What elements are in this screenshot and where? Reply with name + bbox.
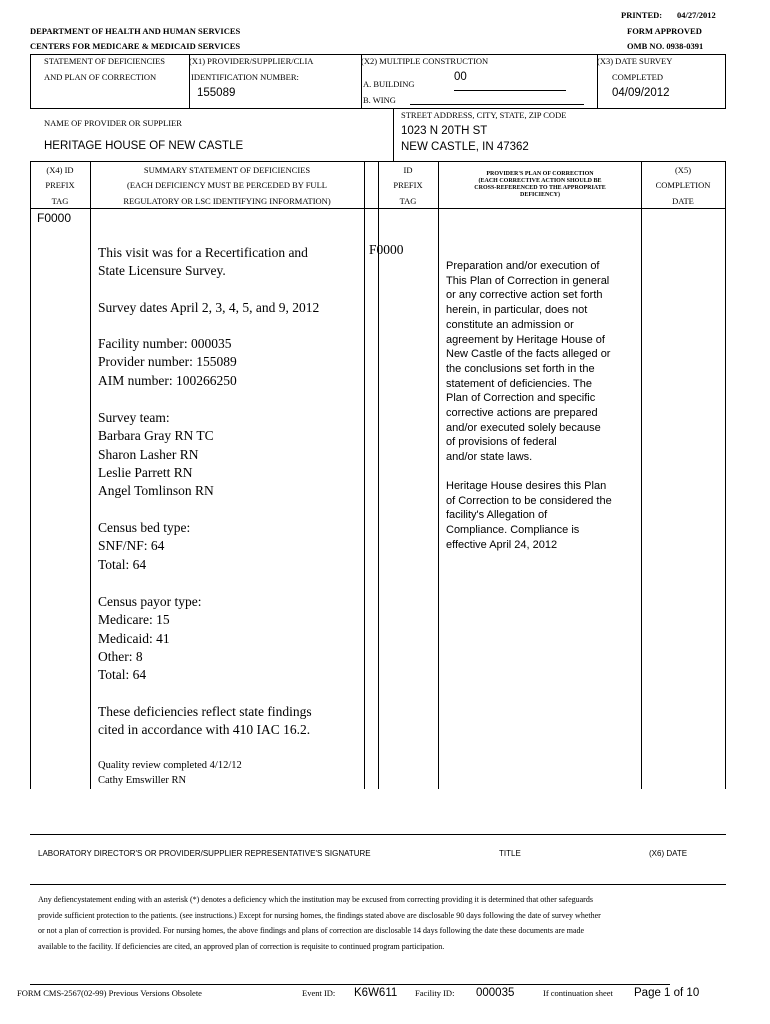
provider-id-value: 155089 [197, 87, 236, 99]
poc-header-3: CROSS-REFERENCED TO THE APPROPRIATE [474, 185, 606, 191]
facility-id-label: Facility ID: [415, 988, 455, 998]
summary-visit-purpose: This visit was for a Recertification and State Licensure Survey. [98, 245, 308, 279]
address-line-2: NEW CASTLE, IN 47362 [401, 141, 529, 153]
summary-quality-review: Quality review completed 4/12/12 Cathy Emswiller RN [98, 760, 242, 786]
x3-label-2: COMPLETED [612, 72, 663, 82]
table-right-border [725, 161, 726, 789]
x4-tag-label: TAG [51, 196, 69, 206]
signature-top-rule [30, 834, 726, 835]
summary-facility-numbers: Facility number: 000035 Provider number: 155089 AIM number: 100266250 [98, 336, 237, 388]
signature-bottom-rule [30, 884, 726, 885]
centers-name: CENTERS FOR MEDICARE & MEDICAID SERVICES [30, 41, 241, 51]
wing-label: B. WING [363, 95, 396, 105]
id-prefix-label: PREFIX [393, 180, 423, 190]
building-value: 00 [454, 71, 467, 83]
right-prefix-tag: F0000 [369, 242, 404, 257]
form-approved: FORM APPROVED [627, 26, 702, 36]
poc-header-1: PROVIDER'S PLAN OF CORRECTION [486, 171, 594, 177]
header-mid-rule [30, 108, 726, 109]
header-top-rule [30, 54, 726, 55]
building-underline [454, 90, 566, 91]
x1-label-2: IDENTIFICATION NUMBER: [191, 72, 299, 82]
facility-id-value: 000035 [476, 987, 515, 999]
address-divider [393, 108, 394, 161]
x4-prefix-label: PREFIX [45, 180, 75, 190]
x3-label-1: (X3) DATE SURVEY [597, 56, 673, 66]
event-id-value: K6W611 [354, 987, 398, 999]
poc-disclaimer-text: Preparation and/or execution of This Plan of Correction in general or any corrective action set forth herein, in particular, does not constitute an admission or agreement by Heritage House of New Castle of the facts alleged or the conclusions set forth in the statement of deficiencies. The Plan of Correction and specific corrective actions are prepared and/or executed solely because of provisions of federal and/or state laws. [446, 260, 611, 464]
x4-id-label: (X4) ID [46, 165, 74, 175]
form-number: FORM CMS-2567(02-99) Previous Versions Obsolete [17, 988, 202, 998]
poc-header-2: (EACH CORRECTIVE ACTION SHOULD BE [478, 178, 602, 184]
summary-census-payor-type: Census payor type: Medicare: 15 Medicaid: 41 Other: 8 Total: 64 [98, 594, 202, 683]
summary-header-2: (EACH DEFICIENCY MUST BE PERCEDED BY FULL [127, 180, 327, 190]
printed-date: 04/27/2012 [677, 10, 716, 20]
id-column-divider [438, 161, 439, 789]
summary-header-3: REGULATORY OR LSC IDENTIFYING INFORMATION) [123, 196, 331, 206]
provider-name-label: NAME OF PROVIDER OR SUPPLIER [44, 118, 182, 128]
statement-label-2: AND PLAN OF CORRECTION [44, 72, 157, 82]
completion-label: COMPLETION [655, 180, 711, 190]
x5-label: (X5) [674, 165, 692, 175]
statement-label-1: STATEMENT OF DEFICIENCIES [44, 56, 166, 66]
address-line-1: 1023 N 20TH ST [401, 125, 488, 137]
poc-allegation-text: Heritage House desires this Plan of Correction to be considered the facility's Allegation of Compliance. Compliance is effective April 24, 2012 [446, 480, 612, 551]
department-name: DEPARTMENT OF HEALTH AND HUMAN SERVICES [30, 26, 241, 36]
header-left-border [30, 54, 31, 108]
date-label: DATE [672, 196, 694, 206]
building-label: A. BUILDING [363, 79, 415, 89]
prefix-column-divider [90, 161, 91, 789]
summary-survey-dates: Survey dates April 2, 3, 4, 5, and 9, 2012 [98, 300, 320, 315]
footer-rule [30, 984, 670, 985]
summary-survey-team: Survey team: Barbara Gray RN TC Sharon Lasher RN Leslie Parrett RN Angel Tomlinson RN [98, 410, 214, 499]
signature-label: LABORATORY DIRECTOR'S OR PROVIDER/SUPPLIER REPRESENTATIVE'S SIGNATURE [38, 849, 371, 858]
x1-label-1: (X1) PROVIDER/SUPPLIER/CLIA [189, 56, 314, 66]
poc-header-4: DEFICIENCY) [519, 192, 560, 198]
x2-label: (X2) MULTIPLE CONSTRUCTION [361, 56, 489, 66]
id-label: ID [403, 165, 413, 175]
wing-underline [410, 104, 584, 105]
table-left-border [30, 161, 31, 789]
title-label: TITLE [499, 849, 521, 858]
address-label: STREET ADDRESS, CITY, STATE, ZIP CODE [401, 110, 567, 120]
id-tag-label: TAG [399, 196, 417, 206]
left-prefix-tag: F0000 [37, 211, 72, 225]
page-number: Page 1 of 10 [634, 987, 700, 999]
summary-header-1: SUMMARY STATEMENT OF DEFICIENCIES [143, 165, 311, 175]
printed-label: PRINTED: [621, 10, 663, 20]
summary-column-divider [364, 161, 365, 789]
header-right-border [725, 54, 726, 108]
disclaimer-text: Any defiencystatement ending with an asterisk (*) denotes a deficiency which the institution may be excused from correcting providing it is determined that other safeguards provide sufficient protection to the patients. (see instructions.) Except for nursing homes, the findings stated above are disclosable 90 days following the date of survey whether or not a plan of correction is provided. For nursing homes, the above findings and plans of correction are disclosable 14 days following the date these documents are made available to the facility. If deficiencies are cited, an approved plan of correction is requisite to continued program participation. [38, 895, 601, 951]
event-id-label: Event ID: [302, 988, 336, 998]
survey-date-value: 04/09/2012 [612, 87, 670, 99]
continuation-label: If continuation sheet [543, 988, 613, 998]
signature-date-label: (X6) DATE [649, 849, 688, 858]
summary-state-findings: These deficiencies reflect state findings cited in accordance with 410 IAC 16.2. [98, 704, 312, 738]
omb-number: OMB NO. 0938-0391 [627, 41, 704, 51]
provider-name-value: HERITAGE HOUSE OF NEW CASTLE [44, 140, 244, 152]
poc-column-divider [641, 161, 642, 789]
summary-census-bed-type: Census bed type: SNF/NF: 64 Total: 64 [98, 520, 191, 572]
